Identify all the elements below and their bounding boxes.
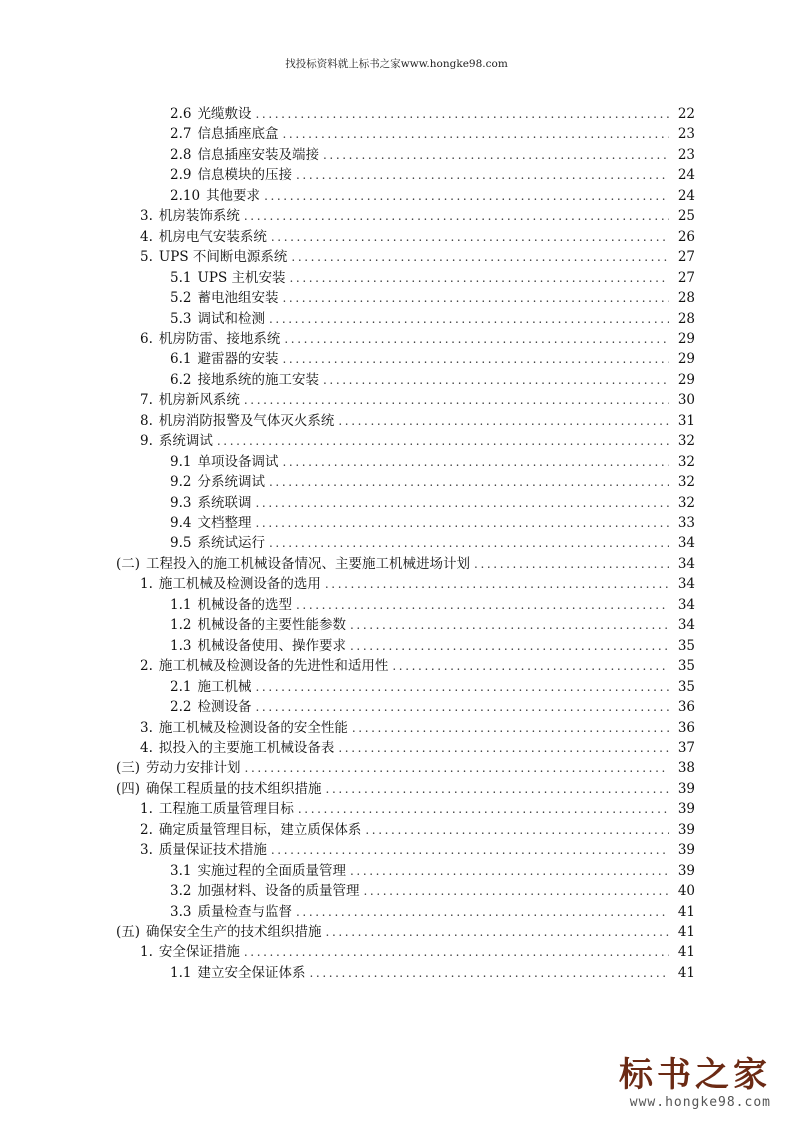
toc-entry-title: 建立安全保证体系 (197, 964, 306, 981)
toc-entry-number: (四) (116, 780, 141, 797)
toc-entry-number: 1.2 (170, 617, 192, 634)
toc-leader-dots (350, 861, 669, 881)
toc-entry[interactable] (140, 206, 695, 226)
toc-entry[interactable] (170, 145, 695, 165)
toc-entry-number: 1. (140, 801, 153, 818)
toc-entry-title: 光缆敷设 (197, 106, 252, 122)
toc-entry-title: 信息插座底盒 (197, 126, 279, 143)
brand-logo (619, 1055, 771, 1110)
toc-entry-title: 系统联调 (197, 494, 252, 511)
toc-entry-number: 6.2 (170, 371, 192, 388)
toc-leader-dots (282, 452, 669, 472)
toc-entry-page: 34 (677, 555, 695, 572)
toc-leader-dots (264, 186, 669, 206)
toc-entry[interactable] (170, 370, 695, 390)
toc-entry-page: 27 (677, 249, 695, 266)
toc-entry[interactable] (140, 574, 695, 594)
toc-entry-title: 蓄电池组安装 (197, 290, 279, 307)
toc-entry-number: 9.3 (170, 494, 192, 511)
toc-entry-number: 9.1 (170, 453, 192, 470)
toc-leader-dots (255, 513, 669, 533)
toc-leader-dots (269, 472, 669, 492)
toc-entry-page: 39 (677, 842, 695, 859)
toc-leader-dots (282, 288, 669, 308)
toc-entry[interactable] (170, 881, 695, 901)
toc-entry-number: 2. (140, 658, 153, 675)
toc-entry[interactable] (140, 718, 695, 738)
toc-leader-dots (255, 697, 669, 717)
toc-entry-page: 32 (677, 453, 695, 470)
toc-entry-number: 1.3 (170, 637, 192, 654)
toc-entry-title: 文档整理 (197, 515, 252, 531)
toc-entry-page: 29 (677, 351, 695, 368)
toc-entry-number: 7. (140, 392, 153, 409)
toc-entry-page: 39 (677, 801, 695, 818)
toc-entry[interactable] (140, 390, 695, 410)
toc-leader-dots (350, 615, 669, 635)
toc-entry[interactable] (116, 758, 695, 778)
toc-leader-dots (326, 779, 669, 799)
toc-entry-number: 3. (140, 842, 153, 859)
toc-entry-number: 2.9 (170, 167, 192, 184)
toc-entry[interactable] (116, 922, 695, 942)
toc-leader-dots (271, 840, 669, 860)
toc-entry[interactable] (140, 942, 695, 962)
toc-entry-title: 施工机械及检测设备的安全性能 (158, 719, 348, 736)
toc-entry[interactable] (140, 738, 695, 758)
toc-entry[interactable] (140, 227, 695, 247)
toc-entry-title: 分系统调试 (197, 474, 265, 491)
toc-leader-dots (350, 636, 669, 656)
toc-entry-title: 施工机械及检测设备的先进性和适用性 (158, 658, 389, 675)
toc-entry-number: 2.8 (170, 146, 192, 163)
toc-leader-dots (338, 411, 669, 431)
toc-entry-page: 23 (677, 146, 695, 163)
toc-leader-dots (296, 595, 669, 615)
toc-entry-title: 劳动力安排计划 (146, 760, 241, 777)
toc-entry-title: 机房防雷、接地系统 (158, 330, 281, 347)
toc-entry[interactable] (170, 165, 695, 185)
toc-leader-dots (296, 902, 669, 922)
toc-leader-dots (325, 574, 669, 594)
toc-entry-title: 机房新风系统 (158, 392, 240, 409)
toc-entry-number: 1.1 (170, 964, 192, 981)
toc-leader-dots (363, 881, 669, 901)
toc-entry-page: 22 (677, 106, 695, 122)
toc-entry-title: 拟投入的主要施工机械设备表 (158, 739, 335, 756)
toc-entry-page: 23 (677, 126, 695, 143)
toc-entry[interactable] (170, 349, 695, 369)
toc-leader-dots (352, 718, 669, 738)
toc-entry[interactable] (140, 411, 695, 431)
toc-entry-page: 36 (677, 719, 695, 736)
page-header: 找投标资料就上标书之家www.hongke98.com (285, 58, 508, 70)
toc-entry[interactable] (140, 840, 695, 860)
toc-entry-page: 34 (677, 535, 695, 552)
toc-entry-number: 3.1 (170, 862, 192, 879)
toc-entry[interactable] (116, 779, 695, 799)
toc-entry-page: 29 (677, 330, 695, 347)
toc-entry-number: (二) (116, 555, 141, 572)
toc-entry-page: 32 (677, 494, 695, 511)
toc-entry-page: 28 (677, 310, 695, 327)
toc-leader-dots (282, 124, 669, 144)
toc-entry-number: 9. (140, 433, 153, 450)
toc-entry-number: 3.3 (170, 903, 192, 920)
toc-entry-page: 36 (677, 699, 695, 716)
toc-entry-number: 1. (140, 576, 153, 593)
toc-entry-title: 机械设备的选型 (197, 596, 292, 613)
toc-entry-title: 质量检查与监督 (197, 903, 292, 920)
toc-entry-title: 避雷器的安装 (197, 351, 279, 368)
toc-entry-title: 安全保证措施 (158, 944, 240, 961)
toc-entry-title: 信息模块的压接 (197, 167, 292, 184)
toc-entry-page: 35 (677, 678, 695, 695)
toc-entry-page: 38 (677, 760, 695, 777)
toc-entry[interactable] (140, 431, 695, 451)
toc-entry-title: 质量保证技术措施 (158, 842, 267, 859)
toc-entry-page: 32 (677, 433, 695, 450)
toc-leader-dots (392, 656, 669, 676)
toc-entry-number: 4. (140, 739, 153, 756)
toc-entry-title: 施工机械及检测设备的选用 (158, 576, 321, 593)
toc-leader-dots (326, 922, 669, 942)
toc-entry-title: 信息插座安装及端接 (197, 146, 319, 163)
toc-entry-page: 34 (677, 596, 695, 613)
toc-leader-dots (474, 554, 669, 574)
toc-leader-dots (244, 390, 669, 410)
toc-entry-title: 单项设备调试 (197, 453, 279, 470)
toc-leader-dots (245, 758, 669, 778)
toc-entry[interactable] (140, 799, 695, 819)
toc-entry-page: 41 (677, 964, 695, 981)
toc-entry-title: 机房消防报警及气体灭火系统 (158, 412, 335, 429)
toc-leader-dots (365, 820, 669, 840)
toc-entry[interactable] (170, 186, 695, 206)
toc-entry-number: 5.1 (170, 269, 192, 286)
toc-entry-page: 35 (677, 658, 695, 675)
toc-entry-title: 实施过程的全面质量管理 (197, 862, 346, 879)
toc-leader-dots (298, 799, 669, 819)
toc-entry-title: 施工机械 (197, 678, 252, 695)
toc-entry[interactable] (116, 554, 695, 574)
toc-entry[interactable] (170, 309, 695, 329)
toc-entry[interactable] (170, 861, 695, 881)
toc-entry[interactable] (170, 636, 695, 656)
toc-entry[interactable] (170, 697, 695, 717)
toc-entry-number: 8. (140, 412, 153, 429)
toc-leader-dots (290, 268, 670, 288)
toc-entry-page: 33 (677, 515, 695, 531)
toc-entry-title: UPS 主机安装 (197, 269, 286, 286)
toc-leader-dots (282, 349, 669, 369)
toc-leader-dots (269, 309, 669, 329)
toc-entry[interactable] (170, 963, 695, 983)
toc-entry[interactable] (170, 104, 695, 124)
toc-entry-number: 3.2 (170, 883, 192, 900)
toc-entry-title: UPS 不间断电源系统 (158, 249, 288, 266)
toc-entry-page: 30 (677, 392, 695, 409)
toc-entry-page: 24 (677, 167, 695, 184)
logo-text: 标书之家 (619, 1055, 771, 1095)
toc-leader-dots (244, 942, 669, 962)
toc-entry-title: 调试和检测 (197, 310, 265, 327)
toc-entry[interactable] (170, 124, 695, 144)
toc-entry-number: 9.5 (170, 535, 192, 552)
toc-entry-page: 39 (677, 780, 695, 797)
toc-entry-number: 3. (140, 719, 153, 736)
toc-leader-dots (244, 206, 669, 226)
toc-entry-number: 3. (140, 208, 153, 225)
toc-entry-page: 41 (677, 903, 695, 920)
toc-entry-page: 31 (677, 412, 695, 429)
toc-entry-title: 确保工程质量的技术组织措施 (146, 780, 322, 797)
toc-entry-title: 工程投入的施工机械设备情况、主要施工机械进场计划 (146, 555, 471, 572)
toc-entry-number: 4. (140, 228, 153, 245)
toc-leader-dots (338, 738, 669, 758)
toc-entry-title: 接地系统的施工安装 (197, 371, 319, 388)
toc-leader-dots (323, 145, 669, 165)
toc-entry-title: 机械设备的主要性能参数 (197, 617, 346, 634)
toc-leader-dots (255, 104, 669, 124)
toc-entry[interactable] (140, 656, 695, 676)
toc-leader-dots (255, 677, 669, 697)
toc-entry-title: 机房电气安装系统 (158, 228, 267, 245)
toc-entry-number: 2.6 (170, 106, 192, 122)
toc-entry-title: 机械设备使用、操作要求 (197, 637, 346, 654)
toc-leader-dots (323, 370, 669, 390)
toc-entry[interactable] (170, 513, 695, 533)
toc-entry-page: 29 (677, 371, 695, 388)
toc-entry-number: 1. (140, 944, 153, 961)
toc-entry-number: 2.1 (170, 678, 192, 695)
toc-entry-number: 6. (140, 330, 153, 347)
toc-entry-title: 机房装饰系统 (158, 208, 240, 225)
toc-entry-title: 系统试运行 (197, 535, 265, 552)
toc-entry-title: 确保安全生产的技术组织措施 (146, 924, 322, 940)
toc-entry[interactable] (170, 595, 695, 615)
toc-entry-page: 34 (677, 617, 695, 634)
toc-leader-dots (269, 533, 669, 553)
toc-entry-number: 5.3 (170, 310, 192, 327)
toc-entry-number: 1.1 (170, 596, 192, 613)
toc-entry-page: 41 (677, 924, 695, 940)
toc-entry-title: 系统调试 (158, 433, 213, 450)
toc-entry-title: 其他要求 (206, 187, 261, 204)
toc-entry[interactable] (140, 820, 695, 840)
toc-entry[interactable] (170, 493, 695, 513)
toc-entry[interactable] (170, 615, 695, 635)
toc-entry-number: 2.7 (170, 126, 192, 143)
toc-entry[interactable] (170, 288, 695, 308)
toc-entry-page: 32 (677, 474, 695, 491)
toc-leader-dots (271, 227, 669, 247)
toc-entry-number: 5. (140, 249, 153, 266)
logo-url: www.hongke98.com (629, 1095, 771, 1110)
toc-entry[interactable] (170, 472, 695, 492)
toc-entry-title: 检测设备 (197, 699, 252, 716)
toc-entry[interactable] (170, 677, 695, 697)
toc-entry-page: 37 (677, 739, 695, 756)
toc-entry-number: (三) (116, 760, 141, 777)
toc-entry-page: 39 (677, 862, 695, 879)
toc-entry[interactable] (170, 268, 695, 288)
toc-leader-dots (296, 165, 669, 185)
toc-entry[interactable] (140, 329, 695, 349)
toc-entry-page: 35 (677, 637, 695, 654)
toc-entry-page: 24 (677, 187, 695, 204)
toc-entry-number: 2.10 (170, 187, 201, 204)
toc-entry[interactable] (170, 452, 695, 472)
toc-entry-number: 9.4 (170, 515, 192, 531)
toc-entry-page: 34 (677, 576, 695, 593)
toc-entry-number: 2. (140, 821, 153, 838)
toc-entry-number: 5.2 (170, 290, 192, 307)
toc-entry[interactable] (140, 247, 695, 267)
toc-entry-title: 工程施工质量管理目标 (158, 801, 294, 818)
toc-entry-page: 41 (677, 944, 695, 961)
toc-leader-dots (255, 493, 669, 513)
toc-leader-dots (309, 963, 669, 983)
toc-entry-page: 25 (677, 208, 695, 225)
toc-entry-number: 6.1 (170, 351, 192, 368)
toc-entry-title: 确定质量管理目标，建立质保体系 (158, 821, 362, 838)
toc-entry-page: 28 (677, 290, 695, 307)
toc-entry-number: 2.2 (170, 699, 192, 716)
toc-entry-number: (五) (116, 924, 141, 940)
toc-entry-page: 40 (677, 883, 695, 900)
toc-leader-dots (284, 329, 669, 349)
toc-entry-title: 加强材料、设备的质量管理 (197, 883, 360, 900)
toc-leader-dots (217, 431, 669, 451)
toc-entry-page: 39 (677, 821, 695, 838)
toc-entry-number: 9.2 (170, 474, 192, 491)
toc-leader-dots (291, 247, 669, 267)
toc-entry-page: 27 (677, 269, 695, 286)
toc-entry[interactable] (170, 902, 695, 922)
toc-entry-page: 26 (677, 228, 695, 245)
toc-entry[interactable] (170, 533, 695, 553)
